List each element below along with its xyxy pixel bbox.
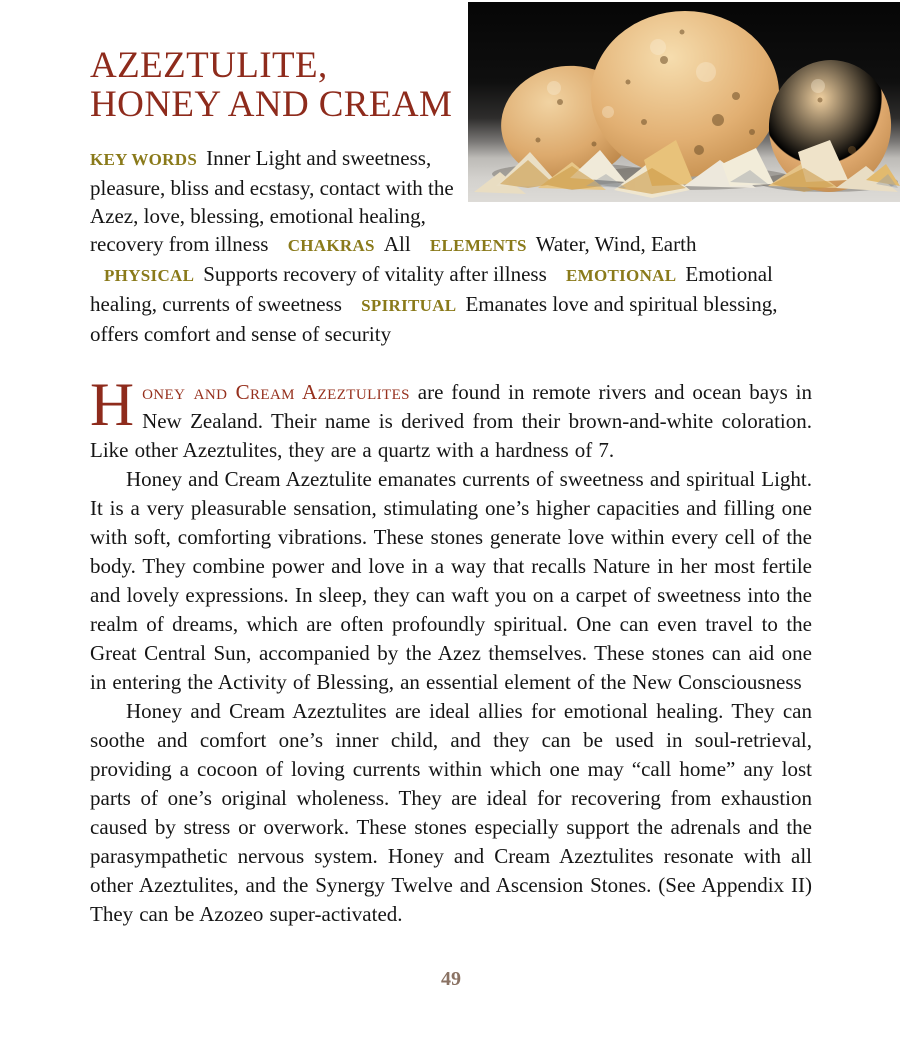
chakras-text: All [383, 232, 411, 256]
paragraph-1 [90, 372, 812, 465]
physical-label: PHYSICAL [104, 266, 195, 285]
keywords-label: KEY WORDS [90, 150, 198, 169]
paragraph-3: Honey and Cream Azeztulites are ideal allies for emotional healing. They can soothe and comfort one’s inner child, and they can be used in soul-retrieval, providing a cocoon of loving currents within which one may “call home” any lost parts of one’s original wholeness. They are ideal for recovering from exhaustion caused by stress or overwork. These stones especially support the adrenals and the parasympathetic nervous system. Honey and Cream Azeztulites resonate with all other Azeztulites, and the Synergy Twelve and Ascension Stones. (See Appendix II) They can be Azozeo super-activated. [90, 699, 812, 926]
page-title-line1: AZEZTULITE, [90, 45, 328, 86]
stones-photo-art [468, 2, 900, 202]
chakras-label: CHAKRAS [287, 236, 375, 255]
physical-text: Supports recovery of vitality after illness [203, 262, 547, 286]
keywords-text: Inner Light and sweetness, pleasure, bliss and ecstasy, contact with the Azez, love, blessing, emotional healing, recovery from illness [90, 146, 454, 256]
spiritual-text: Emanates love and spiritual blessing, offers comfort and sense of security [90, 292, 778, 346]
page-title-line2: HONEY AND CREAM [90, 84, 453, 125]
stones-photo [468, 2, 900, 202]
page-number: 49 [441, 968, 461, 990]
paragraph-2: Honey and Cream Azeztulite emanates currents of sweetness and spiritual Light. It is a very pleasurable sensation, stimulating one’s higher capacities and filling one with soft, comforting vibrations. These stones generate love within every cell of the body. They combine power and love in a way that recalls Nature in her most fertile and lovely expressions. In sleep, they can waft you on a carpet of sweetness into the realm of dreams, which are often profoundly spiritual. One can even travel to the Great Central Sun, accompanied by the Azez themselves. These stones can aid one in entering the Activity of Blessing, an essential element of the New Consciousness [90, 467, 812, 694]
emotional-text: Emotional healing, currents of sweetness [90, 262, 773, 316]
body-text [90, 372, 812, 929]
spiritual-label: SPIRITUAL [361, 296, 457, 315]
paragraph-1-text: are found in remote rivers and ocean bays in New Zealand. Their name is derived from their brown-and-white coloration. Like other Azeztulites, they are a quartz with a hardness of 7. [90, 380, 812, 462]
lead-small-caps: oney and Cream Azeztulites [142, 380, 410, 404]
elements-text: Water, Wind, Earth [535, 232, 697, 256]
elements-label: ELEMENTS [429, 236, 527, 255]
drop-cap: H [90, 372, 135, 439]
emotional-label: EMOTIONAL [566, 266, 677, 285]
